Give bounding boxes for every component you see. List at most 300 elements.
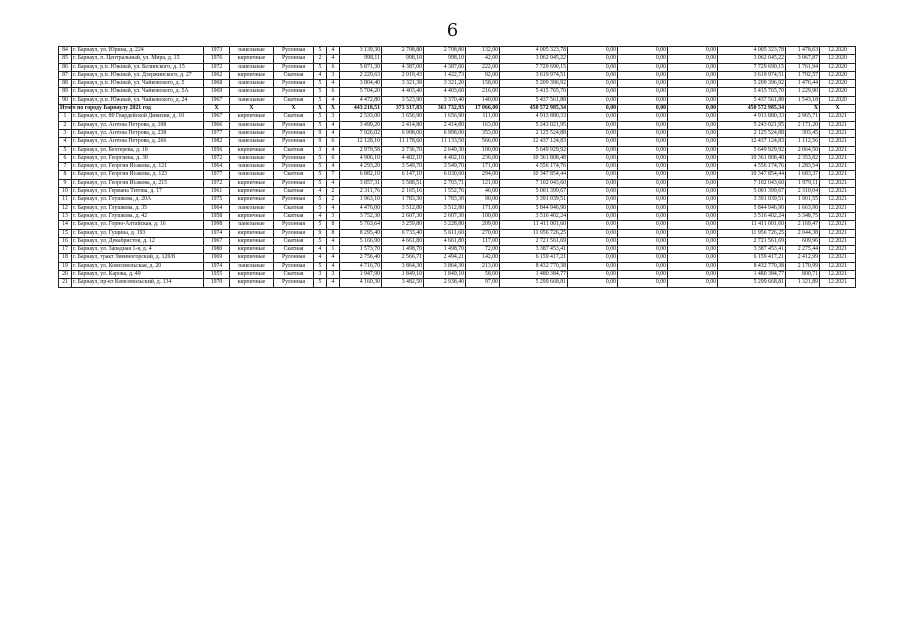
cell-cost-fund: 0,00	[568, 196, 618, 204]
cell-premises-area: 3 523,90	[382, 96, 424, 104]
cell-total-cost: 7 102 043,60	[500, 179, 568, 187]
cell-cost-budget: 0,00	[618, 246, 668, 254]
cell-cost-per-sqm: 1 979,11	[786, 179, 820, 187]
cell-cost-total: 4 556 174,76	[718, 163, 786, 171]
cell-cost-fund: 0,00	[568, 212, 618, 220]
cell-total-cost: 12 437 124,83	[500, 138, 568, 146]
cell-row-number: 89	[59, 88, 72, 96]
cell-deadline: 12.2021	[820, 212, 856, 220]
cell-roof-type: Рулонная	[274, 179, 314, 187]
cell-total-cost: 3 387 453,41	[500, 246, 568, 254]
cell-row-number: 21	[59, 279, 72, 287]
cell-entrances: 4	[327, 80, 340, 88]
cell-row-number: 11	[59, 196, 72, 204]
cell-floors: 3	[314, 146, 327, 154]
cell-address: г. Барнаул, ул. Комсомольская, д. 20	[72, 262, 204, 270]
cell-cost-owners: 0,00	[668, 163, 718, 171]
cell-total-cost: 8 432 770,38	[500, 262, 568, 270]
cell-wall-material: панельные	[230, 80, 274, 88]
cell-residents: 97,00	[466, 279, 500, 287]
cell-cost-owners: 0,00	[668, 121, 718, 129]
cell-address: г. Барнаул, ул. Карова, д. 49	[72, 271, 204, 279]
cell-deadline: 12.2021	[820, 221, 856, 229]
cell-wall-material: кирпичные	[230, 113, 274, 121]
cell-residential-area: 3 864,30	[424, 262, 466, 270]
cell-wall-material: панельные	[230, 129, 274, 137]
cell-deadline: 12.2020	[820, 71, 856, 79]
cell-entrances: X	[327, 105, 340, 113]
cell-premises-area: 2 736,70	[382, 146, 424, 154]
cell-cost-total: 5 649 929,92	[718, 146, 786, 154]
cell-premises-area: 6 733,40	[382, 229, 424, 237]
table-row	[59, 254, 856, 262]
cell-entrances: 2	[327, 196, 340, 204]
cell-year-built: 1973	[204, 47, 230, 55]
cell-cost-fund: 0,00	[568, 254, 618, 262]
cell-cost-fund: 0,00	[568, 237, 618, 245]
cell-roof-type: Рулонная	[274, 221, 314, 229]
cell-cost-per-sqm: 2 965,71	[786, 113, 820, 121]
cell-roof-type: Скатная	[274, 188, 314, 196]
cell-cost-budget: 0,00	[618, 221, 668, 229]
cell-row-number: 17	[59, 246, 72, 254]
table-row	[59, 105, 856, 113]
cell-premises-area: 2 414,80	[382, 121, 424, 129]
cell-row-number: 19	[59, 262, 72, 270]
cell-cost-total: 6 159 417,21	[718, 254, 786, 262]
table-row	[59, 262, 856, 270]
cell-floors: 5	[314, 262, 327, 270]
table-row	[59, 113, 856, 121]
cell-cost-total: 3 391 039,51	[718, 196, 786, 204]
cell-deadline: 12.2021	[820, 163, 856, 171]
cell-cost-owners: 0,00	[668, 154, 718, 162]
cell-row-number: 4	[59, 138, 72, 146]
cell-cost-budget: 0,00	[618, 121, 668, 129]
cell-cost-per-sqm: 3 348,75	[786, 212, 820, 220]
cell-total-cost: 10 347 854,44	[500, 171, 568, 179]
cell-cost-fund: 0,00	[568, 138, 618, 146]
page-number: 6	[446, 20, 459, 41]
cell-year-built: 1964	[204, 204, 230, 212]
cell-wall-material: панельные	[230, 63, 274, 71]
cell-entrances: 6	[327, 88, 340, 96]
cell-cost-fund: 0,00	[568, 47, 618, 55]
cell-total-area: 2 756,40	[340, 254, 382, 262]
cell-year-built: 1972	[204, 63, 230, 71]
cell-cost-per-sqm: 2 064,50	[786, 146, 820, 154]
cell-residents: 140,00	[466, 96, 500, 104]
cell-floors: 5	[314, 163, 327, 171]
cell-cost-total: 5 415 765,70	[718, 88, 786, 96]
cell-residents: 236,00	[466, 154, 500, 162]
table-row	[59, 271, 856, 279]
cell-entrances: 4	[327, 55, 340, 63]
cell-cost-per-sqm: 1 229,90	[786, 88, 820, 96]
cell-floors: 5	[314, 88, 327, 96]
cell-deadline: 12.2021	[820, 204, 856, 212]
cell-premises-area: 998,10	[382, 55, 424, 63]
cell-cost-total: 2 721 561,69	[718, 237, 786, 245]
cell-total-cost: 5 649 929,92	[500, 146, 568, 154]
cell-deadline: 12.2021	[820, 113, 856, 121]
cell-cost-per-sqm: 2 169,47	[786, 221, 820, 229]
cell-residential-area: 4 403,60	[424, 88, 466, 96]
cell-total-cost: 5 243 021,95	[500, 121, 568, 129]
cell-total-area: 2 979,58	[340, 146, 382, 154]
cell-premises-area: 6 147,10	[382, 171, 424, 179]
cell-total-cost: 2 125 524,88	[500, 129, 568, 137]
cell-wall-material: панельные	[230, 204, 274, 212]
cell-total-area: 4 716,70	[340, 262, 382, 270]
cell-premises-area: 3 549,70	[382, 163, 424, 171]
cell-floors: 5	[314, 279, 327, 287]
cell-cost-budget: 0,00	[618, 113, 668, 121]
cell-entrances: 4	[327, 47, 340, 55]
cell-residents: 171,00	[466, 163, 500, 171]
cell-total-area: 1 963,10	[340, 196, 382, 204]
cell-year-built: 1998	[204, 221, 230, 229]
cell-address: г. Барнаул, ул. Глушкова, д. 35	[72, 204, 204, 212]
cell-residential-area: 2 703,71	[424, 179, 466, 187]
cell-total-cost: 3 619 974,51	[500, 71, 568, 79]
cell-cost-owners: 0,00	[668, 279, 718, 287]
cell-roof-type: Рулонная	[274, 196, 314, 204]
cell-total-cost: 4 556 174,76	[500, 163, 568, 171]
cell-wall-material: панельные	[230, 154, 274, 162]
cell-entrances: 4	[327, 262, 340, 270]
cell-cost-owners: 0,00	[668, 129, 718, 137]
cell-wall-material: панельные	[230, 96, 274, 104]
cell-year-built: X	[204, 105, 230, 113]
cell-cost-fund: 0,00	[568, 55, 618, 63]
cell-year-built: 1969	[204, 254, 230, 262]
cell-entrances: 3	[327, 271, 340, 279]
cell-address: г. Барнаул, р.п. Южный, ул. Белинского, д. 15	[72, 63, 204, 71]
cell-cost-per-sqm: 1 901,55	[786, 196, 820, 204]
cell-residents: 216,00	[466, 88, 500, 96]
cell-total-cost: 5 437 561,88	[500, 96, 568, 104]
cell-cost-total: 7 102 043,60	[718, 179, 786, 187]
cell-entrances: 6	[327, 138, 340, 146]
cell-total-cost: 450 572 985,34	[500, 105, 568, 113]
cell-total-cost: 1 480 384,77	[500, 271, 568, 279]
cell-cost-fund: 0,00	[568, 88, 618, 96]
cell-residents: 42,00	[466, 55, 500, 63]
cell-cost-owners: 0,00	[668, 88, 718, 96]
cell-roof-type: Рулонная	[274, 229, 314, 237]
cell-wall-material: кирпичные	[230, 146, 274, 154]
cell-row-number: 16	[59, 237, 72, 245]
cell-cost-per-sqm: 1 476,44	[786, 80, 820, 88]
cell-row-number: 6	[59, 154, 72, 162]
cell-entrances: 1	[327, 246, 340, 254]
cell-total-area: 3 139,30	[340, 47, 382, 55]
cell-cost-owners: 0,00	[668, 196, 718, 204]
cell-row-number: 7	[59, 163, 72, 171]
cell-residents: 353,00	[466, 129, 500, 137]
cell-roof-type: Рулонная	[274, 88, 314, 96]
cell-total-cost: 11 956 726,25	[500, 229, 568, 237]
cell-cost-budget: 0,00	[618, 196, 668, 204]
cell-row-number: 15	[59, 229, 72, 237]
cell-cost-per-sqm: 1 112,56	[786, 138, 820, 146]
cell-cost-fund: 0,00	[568, 229, 618, 237]
cell-entrances: 4	[327, 179, 340, 187]
cell-floors: 5	[314, 63, 327, 71]
cell-residents: 90,00	[466, 196, 500, 204]
cell-cost-owners: 0,00	[668, 221, 718, 229]
table-row	[59, 246, 856, 254]
cell-cost-total: 3 062 045,22	[718, 55, 786, 63]
cell-cost-budget: 0,00	[618, 129, 668, 137]
cell-row-number: 88	[59, 80, 72, 88]
cell-cost-total: 3 619 974,51	[718, 71, 786, 79]
table-row	[59, 221, 856, 229]
cell-roof-type: Рулонная	[274, 138, 314, 146]
cell-address: г. Барнаул, ул. Юрина, д. 224	[72, 47, 204, 55]
table-row	[59, 237, 856, 245]
cell-roof-type: Рулонная	[274, 254, 314, 262]
cell-year-built: 1955	[204, 271, 230, 279]
cell-roof-type: Рулонная	[274, 154, 314, 162]
cell-cost-budget: 0,00	[618, 47, 668, 55]
cell-total-area: 5 704,20	[340, 88, 382, 96]
cell-cost-per-sqm: 1 543,18	[786, 96, 820, 104]
cell-floors: 9	[314, 138, 327, 146]
cell-year-built: 1974	[204, 262, 230, 270]
cell-cost-budget: 0,00	[618, 138, 668, 146]
cell-residents: 72,00	[466, 246, 500, 254]
cell-total-cost: 3 391 039,51	[500, 196, 568, 204]
cell-total-area: 4 906,10	[340, 154, 382, 162]
cell-cost-budget: 0,00	[618, 279, 668, 287]
cell-row-number: 1	[59, 113, 72, 121]
table-row	[59, 196, 856, 204]
cell-floors: 4	[314, 212, 327, 220]
cell-cost-total: 8 432 770,38	[718, 262, 786, 270]
cell-total-area: 443 218,51	[340, 105, 382, 113]
cell-address: г. Барнаул, ул. Георгия Исакова, д. 215	[72, 179, 204, 187]
cell-deadline: 12.2020	[820, 47, 856, 55]
cell-roof-type: Скатная	[274, 171, 314, 179]
cell-deadline: 12.2021	[820, 246, 856, 254]
cell-residential-area: 3 512,80	[424, 204, 466, 212]
cell-floors: 5	[314, 196, 327, 204]
cell-roof-type: Рулонная	[274, 63, 314, 71]
cell-address: г. Барнаул, ул. Гущина, д. 193	[72, 229, 204, 237]
cell-deadline: 12.2020	[820, 80, 856, 88]
cell-premises-area: 3 864,30	[382, 262, 424, 270]
cell-cost-fund: 0,00	[568, 154, 618, 162]
cell-residential-area: 2 649,30	[424, 146, 466, 154]
cell-year-built: 1977	[204, 171, 230, 179]
cell-row-number: 2	[59, 121, 72, 129]
cell-residential-area: 1 849,10	[424, 271, 466, 279]
cell-wall-material: X	[230, 105, 274, 113]
cell-cost-owners: 0,00	[668, 229, 718, 237]
cell-row-number: 87	[59, 71, 72, 79]
cell-cost-per-sqm: 2 412,99	[786, 254, 820, 262]
cell-cost-budget: 0,00	[618, 254, 668, 262]
cell-year-built: 1976	[204, 55, 230, 63]
cell-residents: 92,00	[466, 71, 500, 79]
cell-year-built: 1956	[204, 146, 230, 154]
cell-deadline: 12.2021	[820, 271, 856, 279]
cell-roof-type: Скатная	[274, 237, 314, 245]
cell-cost-total: 4 005 323,78	[718, 47, 786, 55]
cell-cost-per-sqm: 1 283,54	[786, 163, 820, 171]
cell-total-cost: 10 361 808,48	[500, 154, 568, 162]
cell-cost-per-sqm: 1 683,37	[786, 171, 820, 179]
cell-residents: 566,00	[466, 138, 500, 146]
cell-cost-total: 5 209 396,92	[718, 80, 786, 88]
cell-address: г. Барнаул, пр-кт Комсомольский, д. 134	[72, 279, 204, 287]
cell-premises-area: 3 512,80	[382, 204, 424, 212]
cell-row-number: 86	[59, 63, 72, 71]
cell-residential-area: 1 783,30	[424, 196, 466, 204]
cell-row-number: 5	[59, 146, 72, 154]
cell-row-number: 85	[59, 55, 72, 63]
cell-cost-total: 3 516 402,24	[718, 212, 786, 220]
cell-residents: 121,00	[466, 179, 500, 187]
cell-wall-material: кирпичные	[230, 188, 274, 196]
cell-cost-per-sqm: X	[786, 105, 820, 113]
cell-residential-area: 3 228,80	[424, 221, 466, 229]
cell-cost-owners: 0,00	[668, 105, 718, 113]
cell-entrances: 2	[327, 188, 340, 196]
cell-wall-material: панельные	[230, 163, 274, 171]
cell-cost-owners: 0,00	[668, 63, 718, 71]
cell-floors: 4	[314, 71, 327, 79]
cell-address: г. Барнаул, ул. Декабристов, д. 12	[72, 237, 204, 245]
cell-cost-budget: 0,00	[618, 212, 668, 220]
cell-cost-budget: 0,00	[618, 63, 668, 71]
cell-total-area: 2 533,00	[340, 113, 382, 121]
cell-deadline: 12.2021	[820, 254, 856, 262]
cell-cost-owners: 0,00	[668, 212, 718, 220]
cell-deadline: 12.2021	[820, 262, 856, 270]
cell-row-number: 90	[59, 96, 72, 104]
cell-total-cost: 5 415 765,70	[500, 88, 568, 96]
cell-cost-budget: 0,00	[618, 55, 668, 63]
cell-floors: 5	[314, 47, 327, 55]
cell-total-area: 2 229,63	[340, 71, 382, 79]
cell-residential-area: 6 998,00	[424, 129, 466, 137]
cell-cost-budget: 0,00	[618, 262, 668, 270]
cell-cost-total: 11 956 726,25	[718, 229, 786, 237]
cell-cost-total: 4 913 880,33	[718, 113, 786, 121]
cell-address: г. Барнаул, р.п. Южный, ул. Чайковского, д. 5А	[72, 88, 204, 96]
cell-residents: 111,00	[466, 113, 500, 121]
table-row	[59, 163, 856, 171]
cell-total-area: 6 882,10	[340, 171, 382, 179]
cell-premises-area: 4 403,40	[382, 88, 424, 96]
cell-deadline: 12.2021	[820, 188, 856, 196]
cell-address: г. Барнаул, ул. Бехтерева, д. 10	[72, 146, 204, 154]
cell-deadline: 12.2021	[820, 237, 856, 245]
cell-cost-owners: 0,00	[668, 271, 718, 279]
cell-cost-per-sqm: 800,71	[786, 271, 820, 279]
cell-roof-type: Скатная	[274, 71, 314, 79]
cell-premises-area: 1 498,70	[382, 246, 424, 254]
cell-cost-owners: 0,00	[668, 80, 718, 88]
cell-deadline: 12.2021	[820, 196, 856, 204]
cell-residents: 117,00	[466, 237, 500, 245]
cell-cost-per-sqm: 1 663,90	[786, 204, 820, 212]
cell-wall-material: кирпичные	[230, 229, 274, 237]
cell-address: г. Барнаул, ул. Западная 1-я, д. 4	[72, 246, 204, 254]
table-row	[59, 88, 856, 96]
cell-cost-owners: 0,00	[668, 96, 718, 104]
cell-wall-material: панельные	[230, 47, 274, 55]
table-row	[59, 212, 856, 220]
cell-floors: 4	[314, 246, 327, 254]
cell-premises-area: 4 661,80	[382, 237, 424, 245]
cell-cost-total: 5 437 561,88	[718, 96, 786, 104]
table-row	[59, 96, 856, 104]
cell-cost-owners: 0,00	[668, 188, 718, 196]
cell-wall-material: кирпичные	[230, 271, 274, 279]
cell-floors: 5	[314, 80, 327, 88]
cell-cost-budget: 0,00	[618, 163, 668, 171]
cell-row-number: 12	[59, 204, 72, 212]
cell-row-number: 8	[59, 171, 72, 179]
cell-floors: 5	[314, 179, 327, 187]
cell-year-built: 1966	[204, 121, 230, 129]
cell-row-number: 13	[59, 212, 72, 220]
cell-cost-budget: 0,00	[618, 237, 668, 245]
cell-premises-area: 373 317,83	[382, 105, 424, 113]
cell-roof-type: Скатная	[274, 146, 314, 154]
cell-address: г. Барнаул, р.п. Южный, ул. Чайковского, д. 5	[72, 80, 204, 88]
table-row	[59, 279, 856, 287]
cell-cost-total: 450 572 985,34	[718, 105, 786, 113]
cell-floors: 5	[314, 96, 327, 104]
cell-total-cost: 11 411 001,60	[500, 221, 568, 229]
cell-residential-area: 2 708,80	[424, 47, 466, 55]
cell-entrances: 3	[327, 113, 340, 121]
cell-entrances: 4	[327, 163, 340, 171]
cell-wall-material: кирпичные	[230, 246, 274, 254]
cell-residential-area: 3 370,40	[424, 96, 466, 104]
cell-total-cost: 4 913 880,33	[500, 113, 568, 121]
table-row	[59, 71, 856, 79]
cell-roof-type: Рулонная	[274, 279, 314, 287]
table-row	[59, 121, 856, 129]
cell-cost-budget: 0,00	[618, 154, 668, 162]
cell-cost-owners: 0,00	[668, 237, 718, 245]
cell-year-built: 1967	[204, 96, 230, 104]
cell-roof-type: Рулонная	[274, 80, 314, 88]
cell-year-built: 1980	[204, 246, 230, 254]
cell-cost-budget: 0,00	[618, 229, 668, 237]
cell-premises-area: 3 259,80	[382, 221, 424, 229]
cell-residential-area: 5 611,60	[424, 229, 466, 237]
cell-total-cost: 2 721 561,69	[500, 237, 568, 245]
cell-deadline: X	[820, 105, 856, 113]
cell-entrances: 3	[327, 212, 340, 220]
cell-deadline: 12.2021	[820, 171, 856, 179]
cell-cost-owners: 0,00	[668, 146, 718, 154]
cell-cost-total: 12 437 124,83	[718, 138, 786, 146]
cell-total-cost: 5 001 399,67	[500, 188, 568, 196]
cell-row-number: 18	[59, 254, 72, 262]
cell-residential-area: 2 414,80	[424, 121, 466, 129]
table-row	[59, 179, 856, 187]
cell-address: г. Барнаул, ул. Глушкова, д. 42	[72, 212, 204, 220]
cell-cost-total: 5 299 668,81	[718, 279, 786, 287]
